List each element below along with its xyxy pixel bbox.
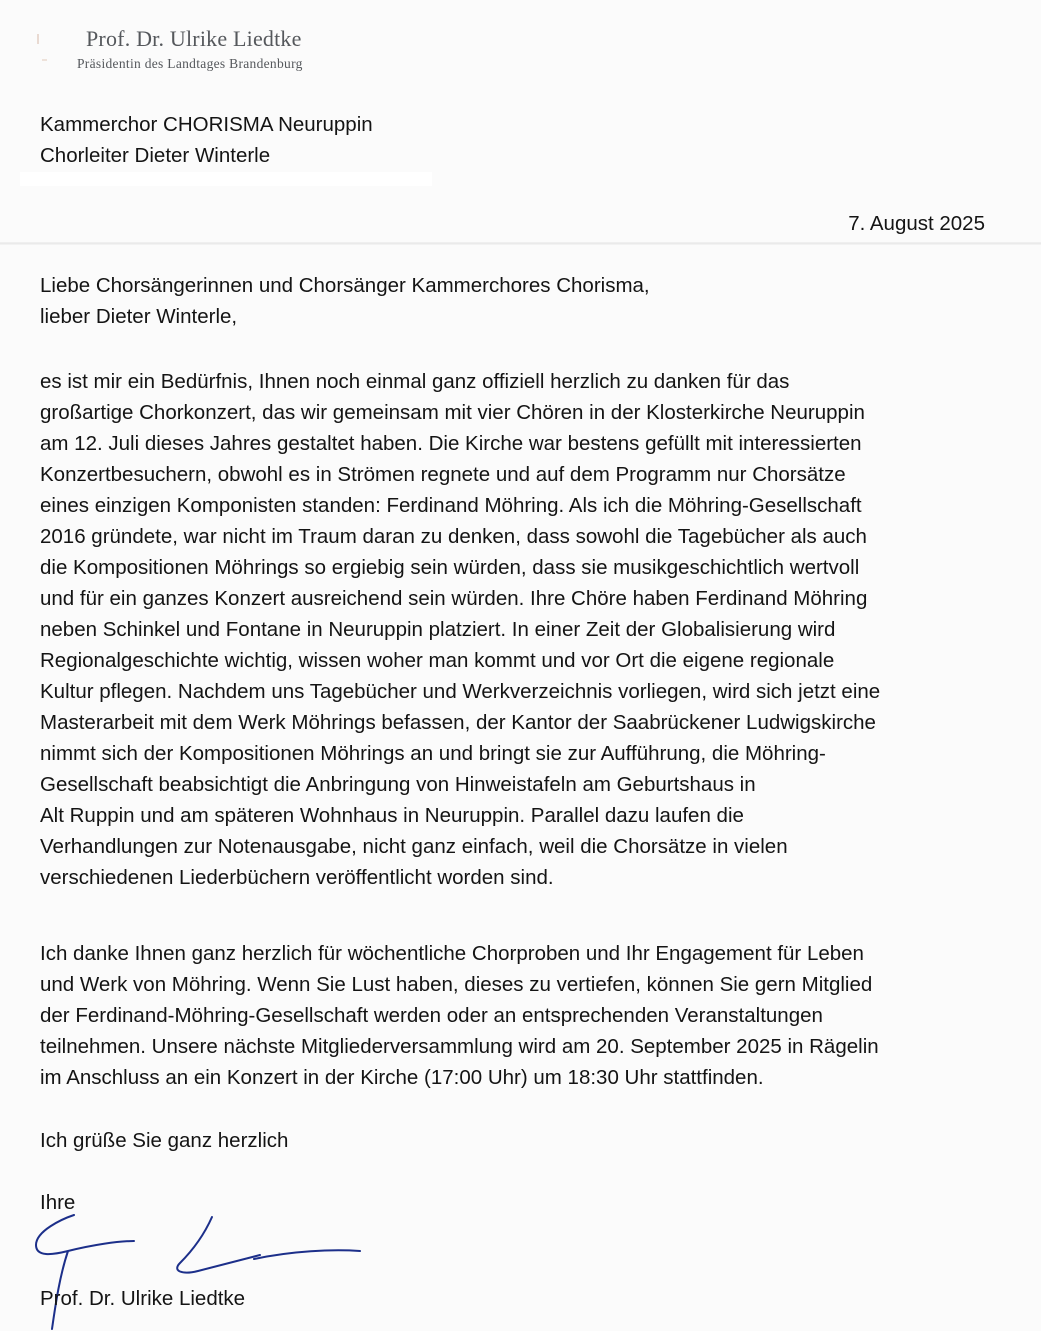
paragraph-line: Alt Ruppin und am späteren Wohnhaus in Neuruppin. Parallel dazu laufen die xyxy=(40,804,744,827)
paragraph-line: eines einzigen Komponisten standen: Ferdinand Möhring. Als ich die Möhring-Gesellschaft xyxy=(40,494,862,517)
recipient-block xyxy=(40,109,373,171)
paragraph-line: die Kompositionen Möhrings so ergiebig sein würden, dass sie musikgeschichtlich wertvoll xyxy=(40,556,860,579)
redacted-address-line xyxy=(20,172,432,186)
recipient-line: Chorleiter Dieter Winterle xyxy=(40,144,271,167)
paragraph-line: Ich danke Ihnen ganz herzlich für wöchentliche Chorproben und Ihr Engagement für Leben xyxy=(40,942,864,965)
paragraph-line: großartige Chorkonzert, das wir gemeinsam mit vier Chören in der Klosterkirche Neuruppin xyxy=(40,401,865,424)
closing-ihre: Ihre xyxy=(40,1191,76,1214)
paper-fold-line xyxy=(0,242,1041,245)
recipient-line: Kammerchor CHORISMA Neuruppin xyxy=(40,113,373,136)
salutation-line: lieber Dieter Winterle, xyxy=(40,305,238,328)
paragraph-line: und Werk von Möhring. Wenn Sie Lust haben, dieses zu vertiefen, können Sie gern Mitglied xyxy=(40,973,873,996)
paragraph-line: verschiedenen Liederbüchern veröffentlicht worden sind. xyxy=(40,866,554,889)
paragraph-line: Masterarbeit mit dem Werk Möhrings befassen, der Kantor der Saabrückener Ludwigskirche xyxy=(40,711,876,734)
paragraph-line: es ist mir ein Bedürfnis, Ihnen noch einmal ganz offiziell herzlich zu danken für das xyxy=(40,370,790,393)
paragraph-line: neben Schinkel und Fontane in Neuruppin platziert. In einer Zeit der Globalisierung wird xyxy=(40,618,836,641)
paragraph-line: Gesellschaft beabsichtigt die Anbringung von Hinweistafeln am Geburtshaus in xyxy=(40,773,756,796)
paragraph-line: im Anschluss an ein Konzert in der Kirche (17:00 Uhr) um 18:30 Uhr stattfinden. xyxy=(40,1066,764,1089)
paragraph-line: Regionalgeschichte wichtig, wissen woher man kommt und vor Ort die eigene regionale xyxy=(40,649,835,672)
paragraph-line: Konzertbesuchern, obwohl es in Strömen regnete und auf dem Programm nur Chorsätze xyxy=(40,463,846,486)
crest-icon xyxy=(28,30,50,70)
paragraph-line: Verhandlungen zur Notenausgabe, nicht ganz einfach, weil die Chorsätze in vielen xyxy=(40,835,788,858)
paragraph-line: am 12. Juli dieses Jahres gestaltet haben. Die Kirche war bestens gefüllt mit interessierten xyxy=(40,432,862,455)
body-paragraph-2 xyxy=(40,938,879,1093)
letter-date: 7. August 2025 xyxy=(848,212,985,235)
paragraph-line: der Ferdinand-Möhring-Gesellschaft werden oder an entsprechenden Veranstaltungen xyxy=(40,1004,823,1027)
body-paragraph-1 xyxy=(40,366,880,893)
paragraph-line: teilnehmen. Unsere nächste Mitgliederversammlung wird am 20. September 2025 in Rägelin xyxy=(40,1035,879,1058)
closing-greeting: Ich grüße Sie ganz herzlich xyxy=(40,1129,289,1152)
paragraph-line: 2016 gründete, war nicht im Traum daran zu denken, dass sowohl die Tagebücher als auch xyxy=(40,525,867,548)
paragraph-line: Kultur pflegen. Nachdem uns Tagebücher und Werkverzeichnis vorliegen, wird sich jetzt eine xyxy=(40,680,881,703)
salutation xyxy=(40,270,650,332)
paragraph-line: und für ein ganzes Konzert ausreichend sein würden. Ihre Chöre haben Ferdinand Möhring xyxy=(40,587,868,610)
paragraph-line: nimmt sich der Kompositionen Möhrings an und bringt sie zur Aufführung, die Möhring- xyxy=(40,742,826,765)
signer-name: Prof. Dr. Ulrike Liedtke xyxy=(40,1287,246,1310)
salutation-line: Liebe Chorsängerinnen und Chorsänger Kammerchores Chorisma, xyxy=(40,274,650,297)
letterhead-title: Präsidentin des Landtages Brandenburg xyxy=(77,56,303,71)
letterhead-name: Prof. Dr. Ulrike Liedtke xyxy=(86,26,302,51)
